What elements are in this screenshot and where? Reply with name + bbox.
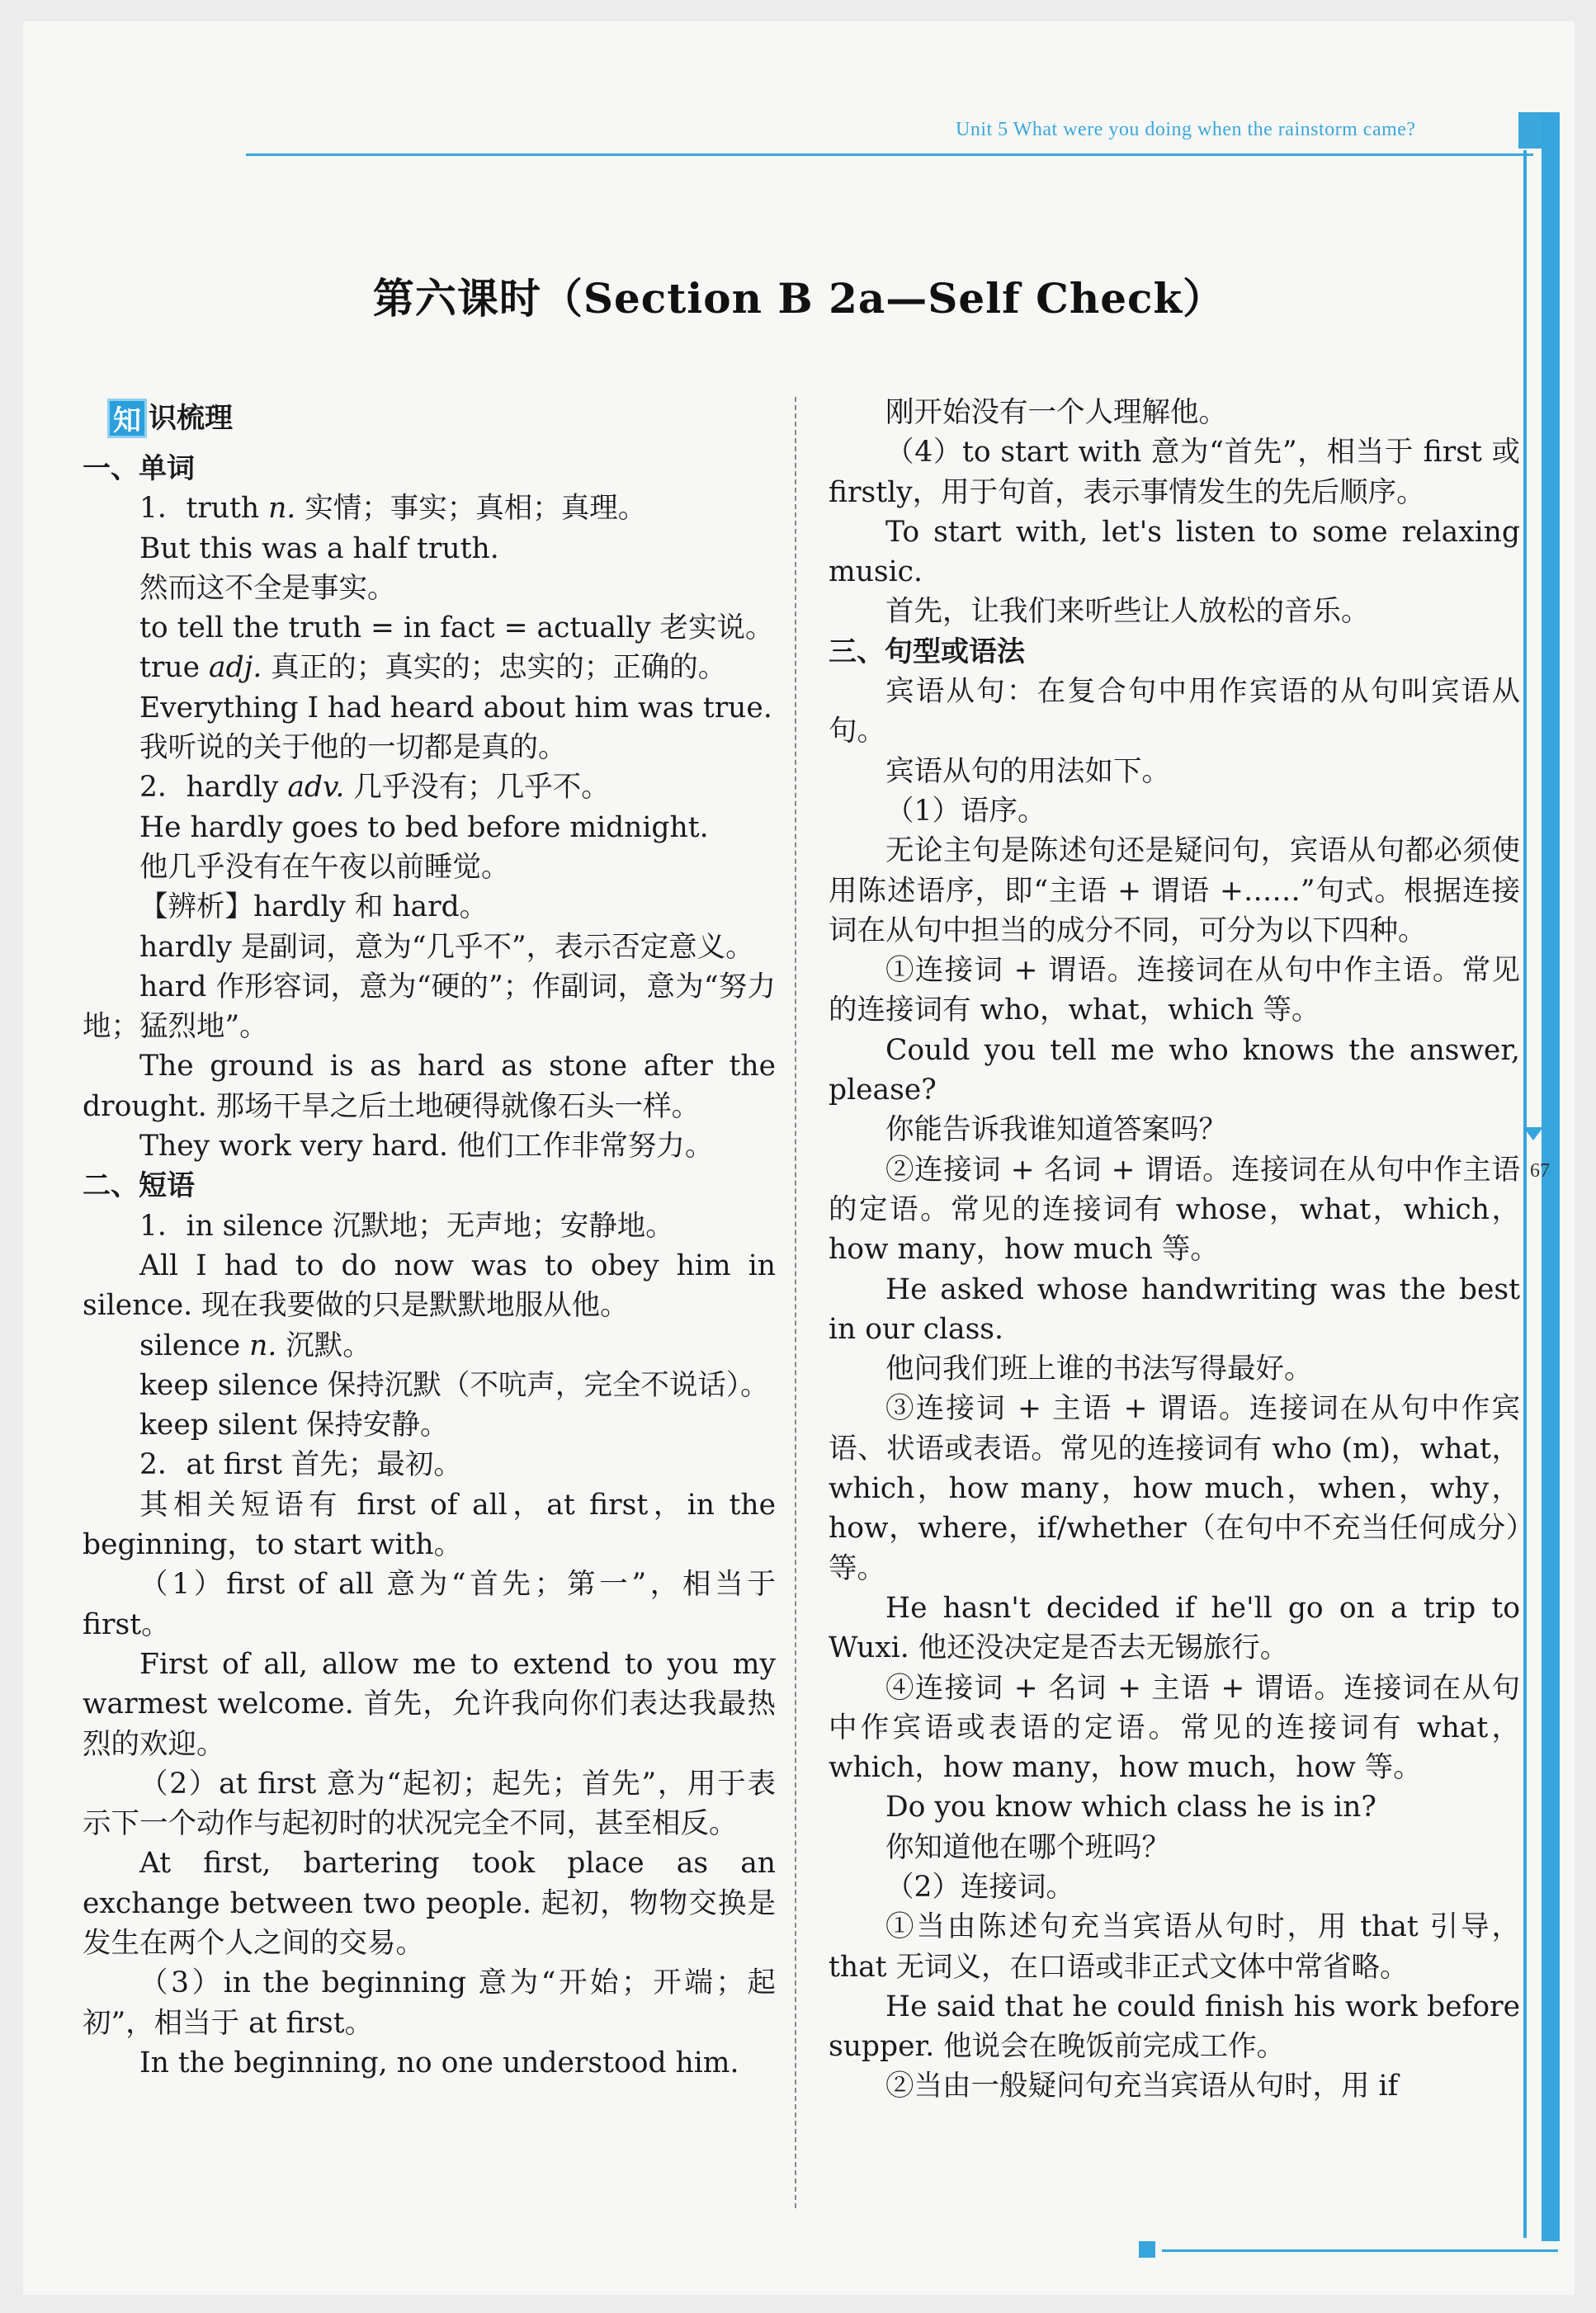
phrase-note: keep silent 保持安静。 [139, 1409, 449, 1442]
grammar-rule: ④连接词 + 名词 + 主语 + 谓语。连接词在从句中作宾语或表语的定语。常见的连接词有 what，which，how many，how much，how 等。 [829, 1671, 1520, 1785]
example-sentence: At first, bartering took place as an exchange between two people. 起初，物物交换是发生在两个人之间的交易。 [83, 1847, 776, 1960]
example-translation: 你能告诉我谁知道答案吗？ [885, 1113, 1227, 1147]
vocab-hardly: 2．hardly adv. 几乎没有；几乎不。 [139, 771, 610, 805]
right-column [829, 393, 1520, 2107]
analysis-text: hardly 是副词，意为“几乎不”，表示否定意义。 [139, 930, 754, 964]
knowledge-badge: 知 [107, 399, 147, 438]
example-sentence: Could you tell me who knows the answer, please? [829, 1033, 1520, 1107]
grammar-text: 宾语从句的用法如下。 [885, 754, 1170, 788]
example-sentence: Do you know which class he is in? [885, 1791, 1376, 1824]
phrase-note: （4）to start with 意为“首先”，相当于 first 或 firstly，用于句首，表示事情发生的先后顺序。 [829, 436, 1520, 509]
example-sentence: He hasn't decided if he'll go on a trip to Wuxi. 他还没决定是否去无锡旅行。 [829, 1591, 1520, 1665]
lesson-title: 第六课时（Section B 2a—Self Check） [372, 274, 1225, 323]
example-sentence: The ground is as hard as stone after the drought. 那场干旱之后土地硬得就像石头一样。 [83, 1050, 776, 1123]
vocab-truth: 1．truth n. 实情；事实；真相；真理。 [139, 492, 647, 526]
example-translation: 你知道他在哪个班吗？ [885, 1830, 1170, 1864]
phrase-note: keep silence 保持沉默（不吭声，完全不说话）。 [139, 1368, 769, 1402]
analysis-note: 【辨析】hardly 和 hard。 [139, 890, 489, 924]
example-sentence: He asked whose handwriting was the best in our class. [829, 1272, 1520, 1346]
section-banner-label: 识梳理 [149, 401, 233, 435]
left-column [83, 393, 776, 2083]
column-divider [795, 397, 796, 2208]
analysis-text: hard 作形容词，意为“硬的”；作副词，意为“努力地；猛烈地”。 [83, 970, 776, 1044]
vocab-true: true adj. 真正的；真实的；忠实的；正确的。 [139, 651, 727, 685]
grammar-rule: ③连接词 + 主语 + 谓语。连接词在从句中作宾语、状语或表语。常见的连接词有 who (m)，what，which，how many，how much，when，why，how，where，if/whether（在句中不充当任何成分）等。 [829, 1392, 1520, 1585]
grammar-subheading: （2）连接词。 [885, 1870, 1074, 1904]
grammar-rule: ②连接词 + 名词 + 谓语。连接词在从句中作主语的定语。常见的连接词有 whose，what，which，how many，how much 等。 [829, 1153, 1520, 1267]
phrase-note: （3）in the beginning 意为“开始；开端；起初”，相当于 at first。 [83, 1966, 776, 2040]
phrase-note: 其相关短语有 first of all，at first，in the beginning，to start with。 [83, 1488, 776, 1562]
example-sentence: He hardly goes to bed before midnight. [139, 810, 709, 844]
grammar-text: 无论主句是陈述句还是疑问句，宾语从句都必须使用陈述语序，即“主语 + 谓语 +……”句式。根据连接词在从句中担当的成分不同，可分为以下四种。 [829, 834, 1520, 947]
header-rule [246, 153, 1533, 156]
textbook-page [23, 21, 1575, 2295]
footer-rule [1162, 2249, 1558, 2252]
section-banner [83, 393, 776, 444]
page-number: 67 [1530, 1160, 1550, 1182]
grammar-rule: ②当由一般疑问句充当宾语从句时，用 if [885, 2070, 1399, 2103]
grammar-text: 宾语从句：在复合句中用作宾语的从句叫宾语从句。 [829, 675, 1520, 748]
running-header: Unit 5 What were you doing when the rainstorm came? [956, 119, 1416, 140]
example-translation: 他几乎没有在午夜以前睡觉。 [139, 850, 510, 884]
page-number-marker [1523, 1127, 1543, 1140]
grammar-rule: ①连接词 + 谓语。连接词在从句中作主语。常见的连接词有 who，what，which 等。 [829, 954, 1520, 1027]
example-sentence: First of all, allow me to extend to you my warmest welcome. 首先，允许我向你们表达我最热烈的欢迎。 [83, 1647, 776, 1761]
example-translation: 他问我们班上谁的书法写得最好。 [885, 1352, 1313, 1386]
page-edge-rule [1523, 150, 1527, 2238]
header-tab-marker [1518, 112, 1542, 149]
example-sentence: But this was a half truth. [139, 531, 499, 565]
phrase-in-silence: 1．in silence 沉默地；无声地；安静地。 [139, 1209, 674, 1243]
phrase-note: （1）first of all 意为“首先；第一”，相当于 first。 [83, 1568, 776, 1641]
example-sentence: In the beginning, no one understood him. [139, 2046, 739, 2079]
example-translation: 首先，让我们来听些让人放松的音乐。 [885, 595, 1370, 629]
example-sentence: Everything I had heard about him was true. [139, 691, 772, 725]
example-sentence: He said that he could finish his work before supper. 他说会在晚饭前完成工作。 [829, 1990, 1520, 2064]
phrase-at-first: 2．at first 首先；最初。 [139, 1448, 462, 1482]
example-translation: 我听说的关于他的一切都是真的。 [139, 731, 567, 765]
example-sentence: To start with, let's listen to some relaxing music. [829, 515, 1520, 589]
grammar-rule: ①当由陈述句充当宾语从句时，用 that 引导，that 无词义，在口语或非正式文体中常省略。 [829, 1910, 1520, 1984]
heading-grammar: 三、句型或语法 [829, 635, 1025, 668]
phrase-note: （2）at first 意为“起初；起先；首先”，用于表示下一个动作与起初时的状况完全不同，甚至相反。 [83, 1767, 776, 1841]
example-translation: 然而这不全是事实。 [139, 571, 396, 605]
example-sentence: All I had to do now was to obey him in silence. 现在我要做的只是默默地服从他。 [83, 1249, 776, 1323]
footer-square [1139, 2241, 1155, 2258]
heading-vocabulary: 一、单词 [83, 452, 195, 485]
vocab-silence: silence n. 沉默。 [139, 1329, 371, 1362]
example-translation: 刚开始没有一个人理解他。 [885, 396, 1227, 429]
example-sentence: They work very hard. 他们工作非常努力。 [139, 1130, 714, 1164]
grammar-subheading: （1）语序。 [885, 794, 1046, 828]
heading-phrases: 二、短语 [83, 1169, 195, 1203]
phrase-note: to tell the truth = in fact = actually 老实说。 [139, 611, 774, 645]
